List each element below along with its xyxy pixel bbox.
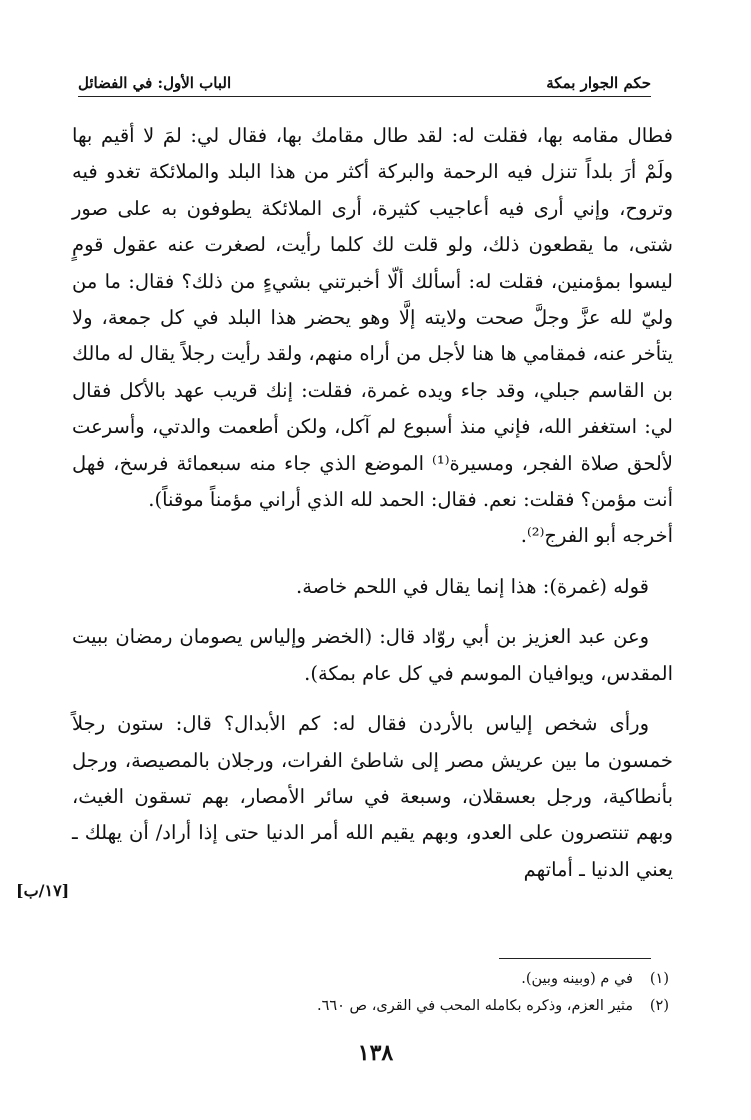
footnote-number: (٢) xyxy=(649,998,669,1014)
book-title: حكم الجوار بمكة xyxy=(546,74,651,92)
footnote-text: مثير العزم، وذكره بكامله المحب في القرى، ص ٦٦٠. xyxy=(316,998,633,1014)
chapter-title: الباب الأول: في الفضائل xyxy=(78,74,232,92)
paragraph-gloss: قوله (غمرة): هذا إنما يقال في اللحم خاصة. xyxy=(296,574,649,598)
footnote-divider xyxy=(499,958,651,959)
main-text xyxy=(72,118,673,888)
paragraph-khidr: وعن عبد العزيز بن أبي روّاد قال: (الخضر وإلياس يصومان رمضان ببيت المقدس، ويوافيان الموسم في كل عام بمكة). xyxy=(72,625,673,685)
footnote-text: في م (وبينه وبين). xyxy=(521,971,633,987)
footnote-number: (١) xyxy=(649,971,669,987)
running-header xyxy=(78,60,651,97)
paragraph-abdal: ورأى شخص إلياس بالأردن فقال له: كم الأبدال؟ قال: ستون رجلاً خمسون ما بين عريش مصر إلى شاطئ الفرات، ورجلان بالمصيصة، ورجل بأنطاكية، ورجل بعسقلان، وسبعة في سائر الأمصار، بهم تسقون الغيث، وبهم تنتصرون على العدو، وبهم يقيم الله أمر الدنيا حتى إذا أراد/ أن يهلك ـ يعني الدنيا ـ أماتهم xyxy=(72,712,673,881)
footnote-1 xyxy=(120,966,669,993)
footnote-2 xyxy=(120,993,669,1020)
paragraph-source: أخرجه أبو الفرج⁽²⁾. xyxy=(520,524,673,548)
folio-marker: [١٧/ب] xyxy=(16,881,70,900)
page-number: ١٣٨ xyxy=(357,1040,394,1066)
footnotes xyxy=(120,966,669,1020)
paragraph-story: فطال مقامه بها، فقلت له: لقد طال مقامك بها، فقال لي: لمَ لا أقيم بها ولَمْ أرَ بلداً تنزل فيه الرحمة والبركة أكثر من هذا البلد والملائكة تغدو فيه وتروح، وإني أرى فيه أعاجيب كثيرة، أرى الملائكة يطوفون به على صور شتى، ما يقطعون ذلك، ولو قلت لك كلما رأيت، لصغرت عنه عقول قومٍ ليسوا بمؤمنين، فقلت له: أسألك ألّا أخبرتني بشيءٍ من ذلك؟ فقال: ما من وليّ لله عزَّ وجلَّ صحت ولايته إلَّا وهو يحضر هذا البلد في كل جمعة، ولا يتأخر عنه، فمقامي ها هنا لأجل من أراه منهم، ولقد رأيت رجلاً يقال له مالك بن القاسم جبلي، وقد جاء ويده غمرة، فقلت: إنك قريب عهد بالأكل فقال لي: استغفر الله، فإني منذ أسبوع لم آكل، ولكن أطعمت والدتي، وأسرعت لألحق صلاة الفجر، ومسيرة⁽¹⁾ الموضع الذي جاء منه سبعمائة فرسخ، فهل أنت مؤمن؟ فقلت: نعم. فقال: الحمد لله الذي أراني مؤمناً موقناً). xyxy=(72,124,673,512)
